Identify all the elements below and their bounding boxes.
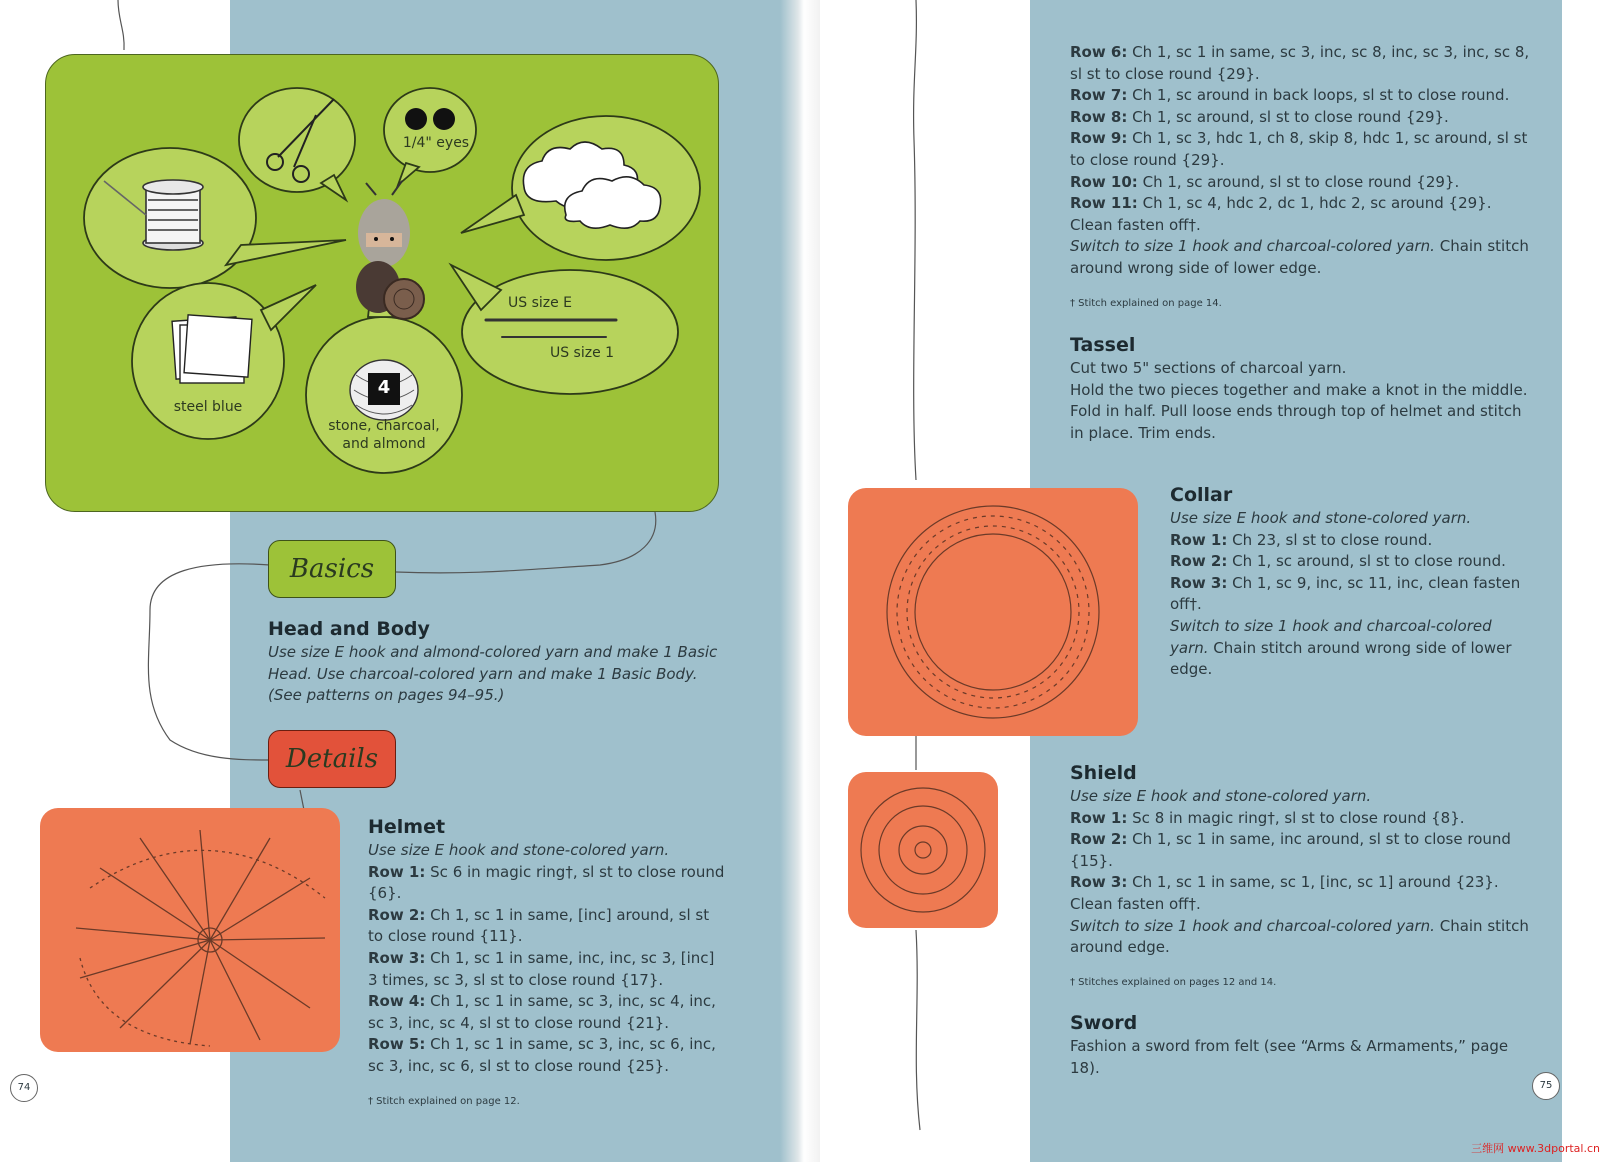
helmet-row: Row 5: Ch 1, sc 1 in same, sc 3, inc, sc 6, inc, sc 3, inc, sc 6, sl st to close round {25}. xyxy=(368,1035,716,1075)
helmet-section xyxy=(368,816,728,1107)
helmet-title: Helmet xyxy=(368,816,446,838)
collar-row: Row 2: Ch 1, sc around, sl st to close round. xyxy=(1170,552,1506,571)
eyes-label: 1/4" eyes xyxy=(402,135,470,151)
shield-title: Shield xyxy=(1070,762,1137,784)
collar-row: Row 1: Ch 23, sl st to close round. xyxy=(1170,530,1433,549)
page-number-right: 75 xyxy=(1532,1072,1560,1100)
sword-title: Sword xyxy=(1070,1012,1138,1034)
tassel-title: Tassel xyxy=(1070,334,1136,356)
hook-small-label: US size 1 xyxy=(549,345,615,361)
helmet-footnote: † Stitch explained on page 12. xyxy=(368,1095,520,1107)
collar-intro: Use size E hook and stone-colored yarn. xyxy=(1170,509,1472,527)
yarn-weight-number: 4 xyxy=(377,377,391,398)
helmet-diagram xyxy=(40,808,340,1052)
collar-section xyxy=(1170,484,1532,681)
details-tab-label: Details xyxy=(285,744,379,774)
shield-row: Row 2: Ch 1, sc 1 in same, inc around, sl st to close round {15}. xyxy=(1070,830,1511,870)
knight-doll-image xyxy=(356,181,424,319)
collar-diagram xyxy=(848,488,1138,736)
helmet-row: Row 11: Ch 1, sc 4, hdc 2, dc 1, hdc 2, sc around {29}. Clean fasten off†. xyxy=(1070,194,1492,234)
helmet-row: Row 6: Ch 1, sc 1 in same, sc 3, inc, sc 8, inc, sc 3, inc, sc 8, sl st to close round {29}. xyxy=(1070,43,1530,83)
tassel-line: Cut two 5" sections of charcoal yarn. xyxy=(1070,359,1347,377)
helmet-stitch-chart xyxy=(40,808,340,1052)
details-tab xyxy=(268,730,396,788)
head-body-title: Head and Body xyxy=(268,618,430,640)
helmet-continued xyxy=(1070,42,1532,309)
page-number-left: 74 xyxy=(10,1074,38,1102)
felt-color-label: steel blue xyxy=(173,399,243,415)
helmet-intro: Use size E hook and stone-colored yarn. xyxy=(368,841,670,859)
watermark: 三维网 www.3dportal.cn xyxy=(1471,1142,1600,1155)
shield-switch: Switch to size 1 hook and charcoal-colored yarn. Chain stitch around edge. xyxy=(1070,916,1529,957)
sword-section xyxy=(1070,1012,1540,1079)
helmet-row: Row 1: Sc 6 in magic ring†, sl st to close round {6}. xyxy=(368,862,725,903)
shield-intro: Use size E hook and stone-colored yarn. xyxy=(1070,787,1372,805)
sword-text: Fashion a sword from felt (see “Arms & Armaments,” page 18). xyxy=(1070,1037,1509,1077)
hook-large-label: US size E xyxy=(507,295,573,311)
basics-tab xyxy=(268,540,396,598)
helmet-cont-footnote: † Stitch explained on page 14. xyxy=(1070,297,1222,309)
yarn-colors-label: stone, charcoal, and almond xyxy=(328,418,440,452)
felt-squares-icon xyxy=(172,315,252,383)
shield-row: Row 1: Sc 8 in magic ring†, sl st to close round {8}. xyxy=(1070,808,1465,827)
helmet-row: Row 3: Ch 1, sc 1 in same, inc, inc, sc 3, [inc] 3 times, sc 3, sl st to close round {17}. xyxy=(368,948,715,989)
head-body-text: Use size E hook and almond-colored yarn and make 1 Basic Head. Use charcoal-colored yarn and make 1 Basic Body. (See patterns on pages 94–95.) xyxy=(268,643,718,705)
helmet-row: Row 4: Ch 1, sc 1 in same, sc 3, inc, sc 4, inc, sc 3, inc, sc 4, sl st to close round {21}. xyxy=(368,992,716,1032)
collar-row: Row 3: Ch 1, sc 9, inc, sc 11, inc, clean fasten off†. xyxy=(1170,573,1521,614)
helmet-row: Row 2: Ch 1, sc 1 in same, [inc] around, sl st to close round {11}. xyxy=(368,905,710,946)
materials-panel xyxy=(45,54,719,512)
tassel-line: Hold the two pieces together and make a knot in the middle. Fold in half. Pull loose ends through top of helmet and stitch in place. Trim ends. xyxy=(1070,380,1528,442)
collar-switch: Switch to size 1 hook and charcoal-colored yarn. Chain stitch around wrong side of lower edge. xyxy=(1170,616,1512,679)
head-body-section xyxy=(268,618,728,707)
helmet-row: Row 9: Ch 1, sc 3, hdc 1, ch 8, skip 8, hdc 1, sc around, sl st to close round {29}. xyxy=(1070,129,1528,169)
collar-title: Collar xyxy=(1170,484,1233,506)
helmet-row: Row 8: Ch 1, sc around, sl st to close round {29}. xyxy=(1070,107,1449,126)
shield-diagram xyxy=(848,772,998,928)
shield-section xyxy=(1070,762,1532,988)
shield-footnote: † Stitches explained on pages 12 and 14. xyxy=(1070,976,1277,988)
helmet-switch: Switch to size 1 hook and charcoal-colored yarn. Chain stitch around wrong side of lower edge. xyxy=(1070,237,1529,277)
helmet-row: Row 10: Ch 1, sc around, sl st to close round {29}. xyxy=(1070,172,1460,191)
shield-row: Row 3: Ch 1, sc 1 in same, sc 1, [inc, sc 1] around {23}. Clean fasten off†. xyxy=(1070,873,1499,913)
helmet-row: Row 7: Ch 1, sc around in back loops, sl st to close round. xyxy=(1070,86,1510,105)
collar-stitch-chart xyxy=(848,488,1138,736)
basics-tab-label: Basics xyxy=(289,554,375,584)
shield-stitch-chart xyxy=(848,772,998,928)
tassel-section xyxy=(1070,334,1532,444)
